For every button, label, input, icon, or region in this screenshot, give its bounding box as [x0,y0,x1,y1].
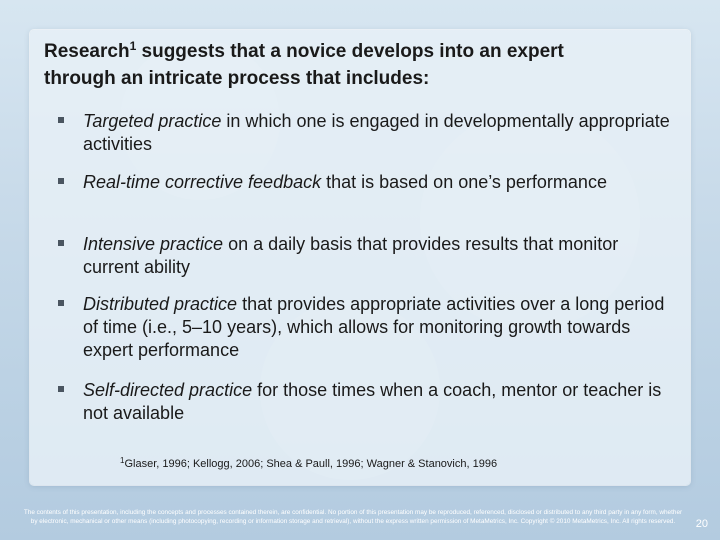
heading-text: Research [44,41,130,62]
citation [120,458,497,470]
bullet-text: Intensive practice on a daily basis that provides results that monitor current ability [83,234,619,277]
bullet-text: Real-time corrective feedback that is based on one’s performance [83,172,607,192]
bullet-marker [58,178,64,184]
heading-footnote-marker: 1 [129,39,137,53]
copyright-footer [8,508,698,526]
heading-text: suggests that a novice develops into an expert [136,41,564,62]
citation-marker: 1 [120,456,125,465]
bullet-marker [58,386,64,392]
bullet-text: Targeted practice in which one is engaged in developmentally appropriate activities [83,111,670,154]
heading-text: through an intricate process that includes: [44,68,430,89]
copyright-line: by electronic, mechanical or other means (including photocopying, recording or information storage and retrieval), without the express written permission of MetaMetrics, Inc. Copyright © 2010 MetaMetrics, Inc. All rights reserved. [30,518,676,525]
page-number: 20 [695,518,708,530]
bullet-text: Distributed practice that provides appropriate activities over a long period of time (i.e., 5–10 years), which allows for monitoring growth towards expert performance [83,294,665,360]
bullet-marker [58,300,64,306]
citation-text: Glaser, 1996; Kellogg, 2006; Shea & Paull, 1996; Wagner & Stanovich, 1996 [124,458,498,470]
slide-heading [44,38,694,92]
copyright-line: The contents of this presentation, including the concepts and processes contained therein, are confidential. No portion of this presentation may be reproduced, referenced, disclosed or distributed to any third party in any form, whether [23,509,683,516]
bullet-marker [58,240,64,246]
bullet-marker [58,117,64,123]
bullet-text: Self-directed practice for those times when a coach, mentor or teacher is not available [83,380,662,423]
